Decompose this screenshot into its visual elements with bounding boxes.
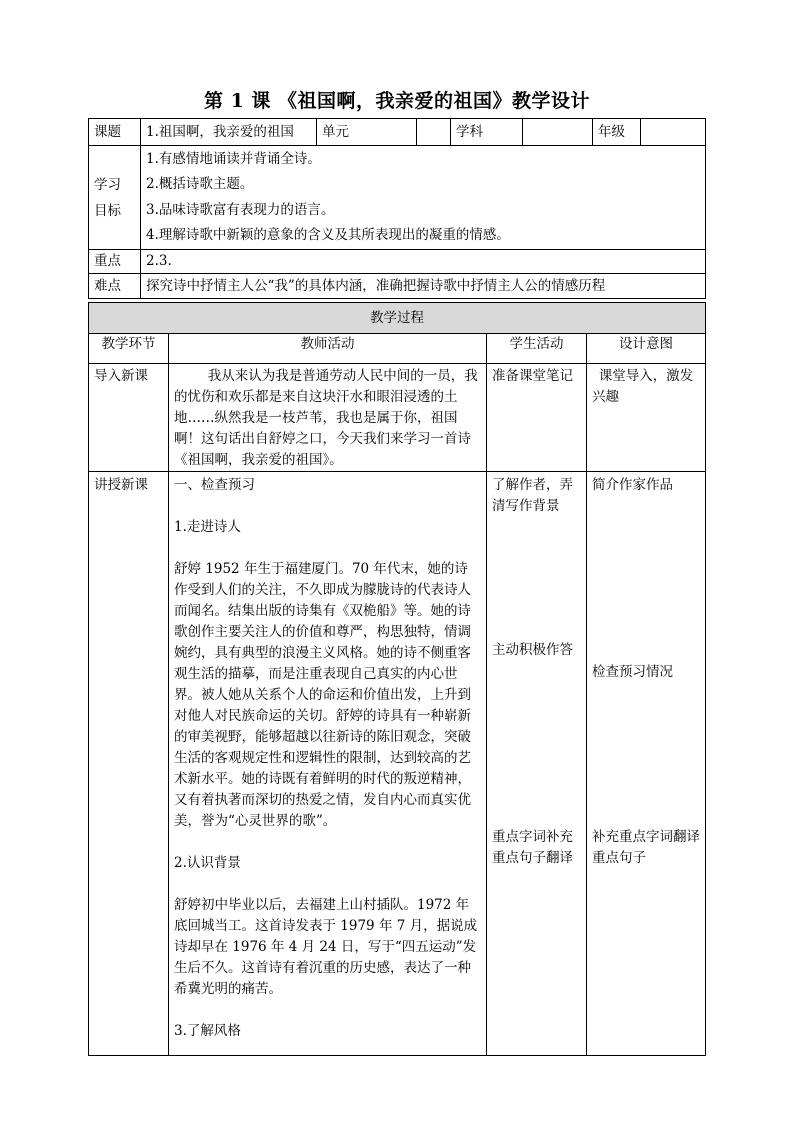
col-intent: 设计意图 (587, 334, 706, 364)
topic-value: 1.祖国啊，我亲爱的祖国 (141, 119, 317, 146)
teaching-process-table (88, 302, 706, 1056)
grade-label: 年级 (593, 119, 641, 146)
new-stage: 讲授新课 (89, 472, 169, 1056)
sub-heading: 3.了解风格 (174, 1023, 241, 1039)
background-paragraph: 舒婷初中毕业以后，去福建上山村插队。1972 年底回城当工。这首诗发表于 1979 年 7 月，据说成诗却早在 1976 年 4 月 24 日，写于“四五运动”发生后不久。这首诗有着沉重的历史感，表达了一种希冀光明的痛苦。 (174, 897, 478, 997)
key-label: 重点 (89, 250, 141, 274)
intro-student: 准备课堂笔记 (487, 364, 587, 472)
subject-label: 学科 (451, 119, 523, 146)
col-teacher: 教师活动 (169, 334, 487, 364)
subject-value (523, 119, 593, 146)
new-intent: 简介作家作品 检查预习情况 补充重点字词翻译重点句子 (587, 472, 706, 1056)
lesson-info-table (88, 118, 706, 299)
goal-item: 2.概括诗歌主题。 (146, 176, 254, 192)
topic-label: 课题 (89, 119, 141, 146)
goal-item: 3.品味诗歌富有表现力的语言。 (146, 201, 335, 218)
sub-heading: 1.走进诗人 (174, 519, 241, 535)
unit-value (417, 119, 451, 146)
document-title: 第 1 课 《祖国啊，我亲爱的祖国》教学设计 (203, 90, 591, 112)
difficulty-value: 探究诗中抒情主人公“我”的具体内涵，准确把握诗歌中抒情主人公的情感历程 (141, 274, 706, 299)
goals-list (141, 146, 706, 250)
intro-stage: 导入新课 (89, 364, 169, 472)
section-heading: 一、检查预习 (174, 477, 255, 493)
col-stage: 教学环节 (89, 334, 169, 364)
goals-label: 学习 目标 (89, 146, 141, 250)
unit-label: 单元 (317, 119, 417, 146)
grade-value (641, 119, 706, 146)
goal-item: 4.理解诗歌中新颖的意象的含义及其所表现出的凝重的情感。 (146, 227, 510, 243)
sub-heading: 2.认识背景 (174, 855, 241, 871)
key-value: 2.3. (141, 250, 706, 274)
intro-teacher: 我从来认为我是普通劳动人民中间的一员，我的忧伤和欢乐都是来自这块汗水和眼泪浸透的土地……纵然我是一枝芦苇，我也是属于你，祖国啊！这句话出自舒婷之口，今天我们来学习一首诗《祖国啊，我亲爱的祖国》。 (169, 364, 487, 472)
intro-intent: 课堂导入，激发兴趣 (587, 364, 706, 472)
goal-item: 1.有感情地诵读并背诵全诗。 (146, 150, 321, 167)
difficulty-label: 难点 (89, 274, 141, 299)
process-header: 教学过程 (89, 303, 706, 334)
col-student: 学生活动 (487, 334, 587, 364)
new-teacher (169, 472, 487, 1056)
poet-intro-paragraph: 舒婷 1952 年生于福建厦门。70 年代末，她的诗作受到人们的关注，不久即成为朦胧诗的代表诗人而闻名。结集出版的诗集有《双桅船》等。她的诗歌创作主要关注人的价值和尊严，构思独特，情调婉约，具有典型的浪漫主义风格。她的诗不侧重客观生活的描摹，而是注重表现自己真实的内心世界。被人她从关系个人的命运和价值出发，上升到对他人对民族命运的关切。舒婷的诗具有一种崭新的审美视野，能够超越以往新诗的陈旧观念，突破生活的客观规定性和逻辑性的限制，达到较高的艺术新水平。她的诗既有着鲜明的时代的叛逆精神，又有着执著而深切的热爱之情，发自内心而真实优美，誉为“心灵世界的歌”。 (174, 561, 471, 829)
new-student: 了解作者，弄清写作背景 主动积极作答 重点字词补充重点句子翻译 (487, 472, 587, 1056)
